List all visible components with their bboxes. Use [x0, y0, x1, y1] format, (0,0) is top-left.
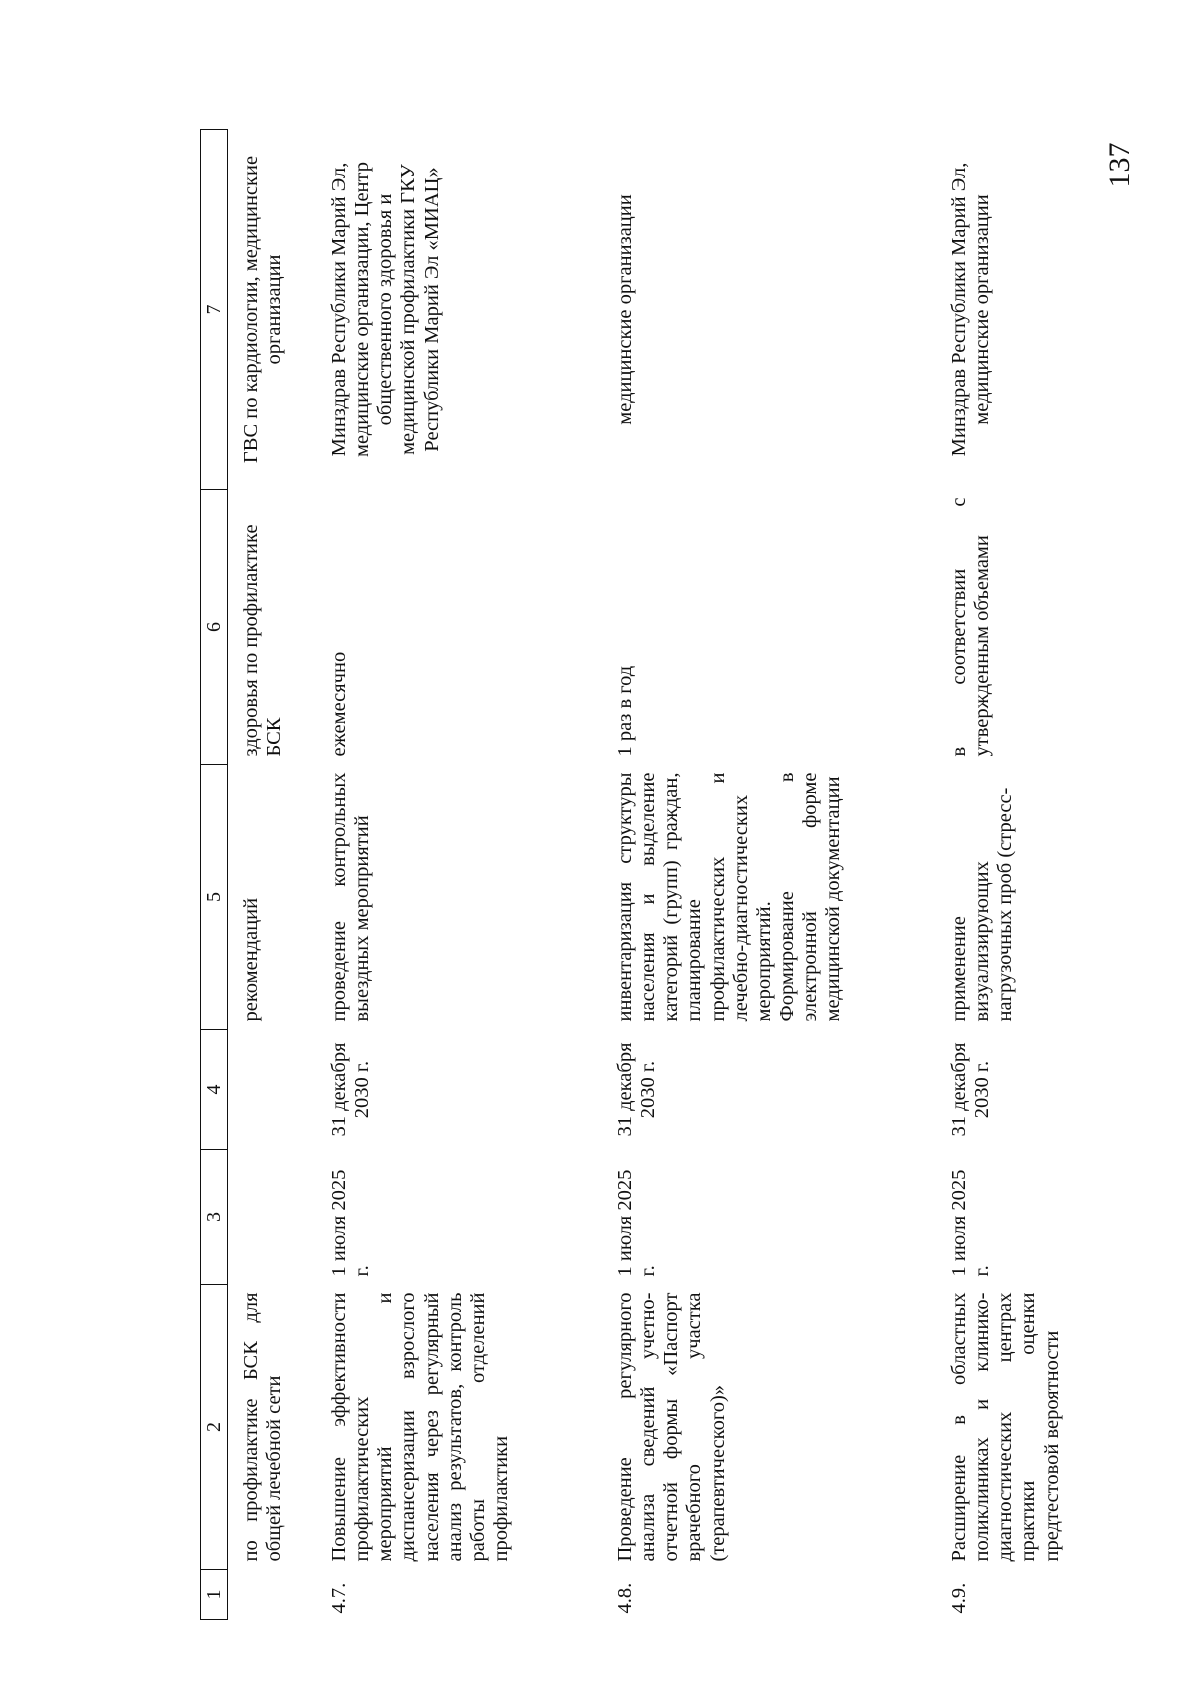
rotated-table-container: [200, 130, 1200, 1620]
frequency: 1 раз в год: [614, 665, 636, 757]
end-date: 31 декабря 2030 г.: [948, 1042, 994, 1137]
column-header-2: 2: [201, 1285, 228, 1570]
start-date: 1 июля 2025 г.: [328, 1169, 374, 1277]
start-date: [228, 1150, 319, 1285]
measure-name: по профилактике БСК для общей лечебной сети: [240, 1292, 286, 1562]
row-number: [228, 1570, 319, 1620]
end-date: [228, 1030, 319, 1150]
end-date: 31 декабря 2030 г.: [328, 1042, 374, 1137]
end-date: 31 декабря 2030 г.: [614, 1042, 660, 1137]
table-row: [228, 130, 319, 1620]
column-header-7: 7: [201, 130, 228, 490]
action-description: рекомендаций: [240, 897, 262, 1022]
table-row: [318, 130, 604, 1620]
row-number: 4.9.: [948, 1582, 970, 1614]
column-header-4: 4: [201, 1030, 228, 1150]
responsible: Минздрав Республики Марий Эл, медицинские организации: [948, 162, 994, 457]
column-header-5: 5: [201, 765, 228, 1030]
measure-name: Проведение регулярного анализа сведений учетно-отчетной формы «Паспорт врачебного участка (терапевтического)»: [614, 1292, 729, 1562]
column-header-3: 3: [201, 1150, 228, 1285]
table-row: [938, 130, 1162, 1620]
column-header-6: 6: [201, 490, 228, 765]
frequency: в соответствии с утвержденным объемами: [948, 497, 994, 757]
responsible: медицинские организации: [614, 194, 636, 425]
column-header-1: 1: [201, 1570, 228, 1620]
row-number: 4.7.: [328, 1582, 350, 1614]
start-date: 1 июля 2025 г.: [614, 1169, 660, 1277]
action-description: инвентаризация структуры населения и выделение категорий (групп) граждан, планирование профилактических и лечебно-диагностических мероприятий. Формирование в электронной форме медицинской документации: [614, 772, 845, 1022]
frequency: здоровья по профилактике БСК: [240, 524, 286, 757]
action-description: проведение контрольных выездных мероприятий: [328, 772, 374, 1022]
frequency: ежемесячно: [328, 651, 350, 757]
row-number: 4.8.: [614, 1582, 636, 1614]
table-row: [604, 130, 938, 1620]
responsible: ГВС по кардиологии, медицинские организации: [240, 155, 286, 464]
responsible: Минздрав Республики Марий Эл, медицинские организации, Центр общественного здоровья и медицинской профилактики ГКУ Республики Марий Эл «МИАЦ»: [328, 162, 443, 458]
header-row: [201, 130, 228, 1620]
action-description: применение визуализирующих нагрузочных проб (стресс-: [948, 787, 1017, 1022]
measure-name: Расширение в областных поликлиниках и клинико-диагностических центрах практики оценки предтестовой вероятности: [948, 1292, 1063, 1562]
start-date: 1 июля 2025 г.: [948, 1169, 994, 1277]
measures-table: [200, 129, 1162, 1620]
page-number: 137: [1103, 142, 1136, 188]
measure-name: Повышение эффективности профилактических мероприятий и диспансеризации взрослого населения через регулярный анализ результатов, контроль работы отделений профилактики: [328, 1292, 513, 1562]
